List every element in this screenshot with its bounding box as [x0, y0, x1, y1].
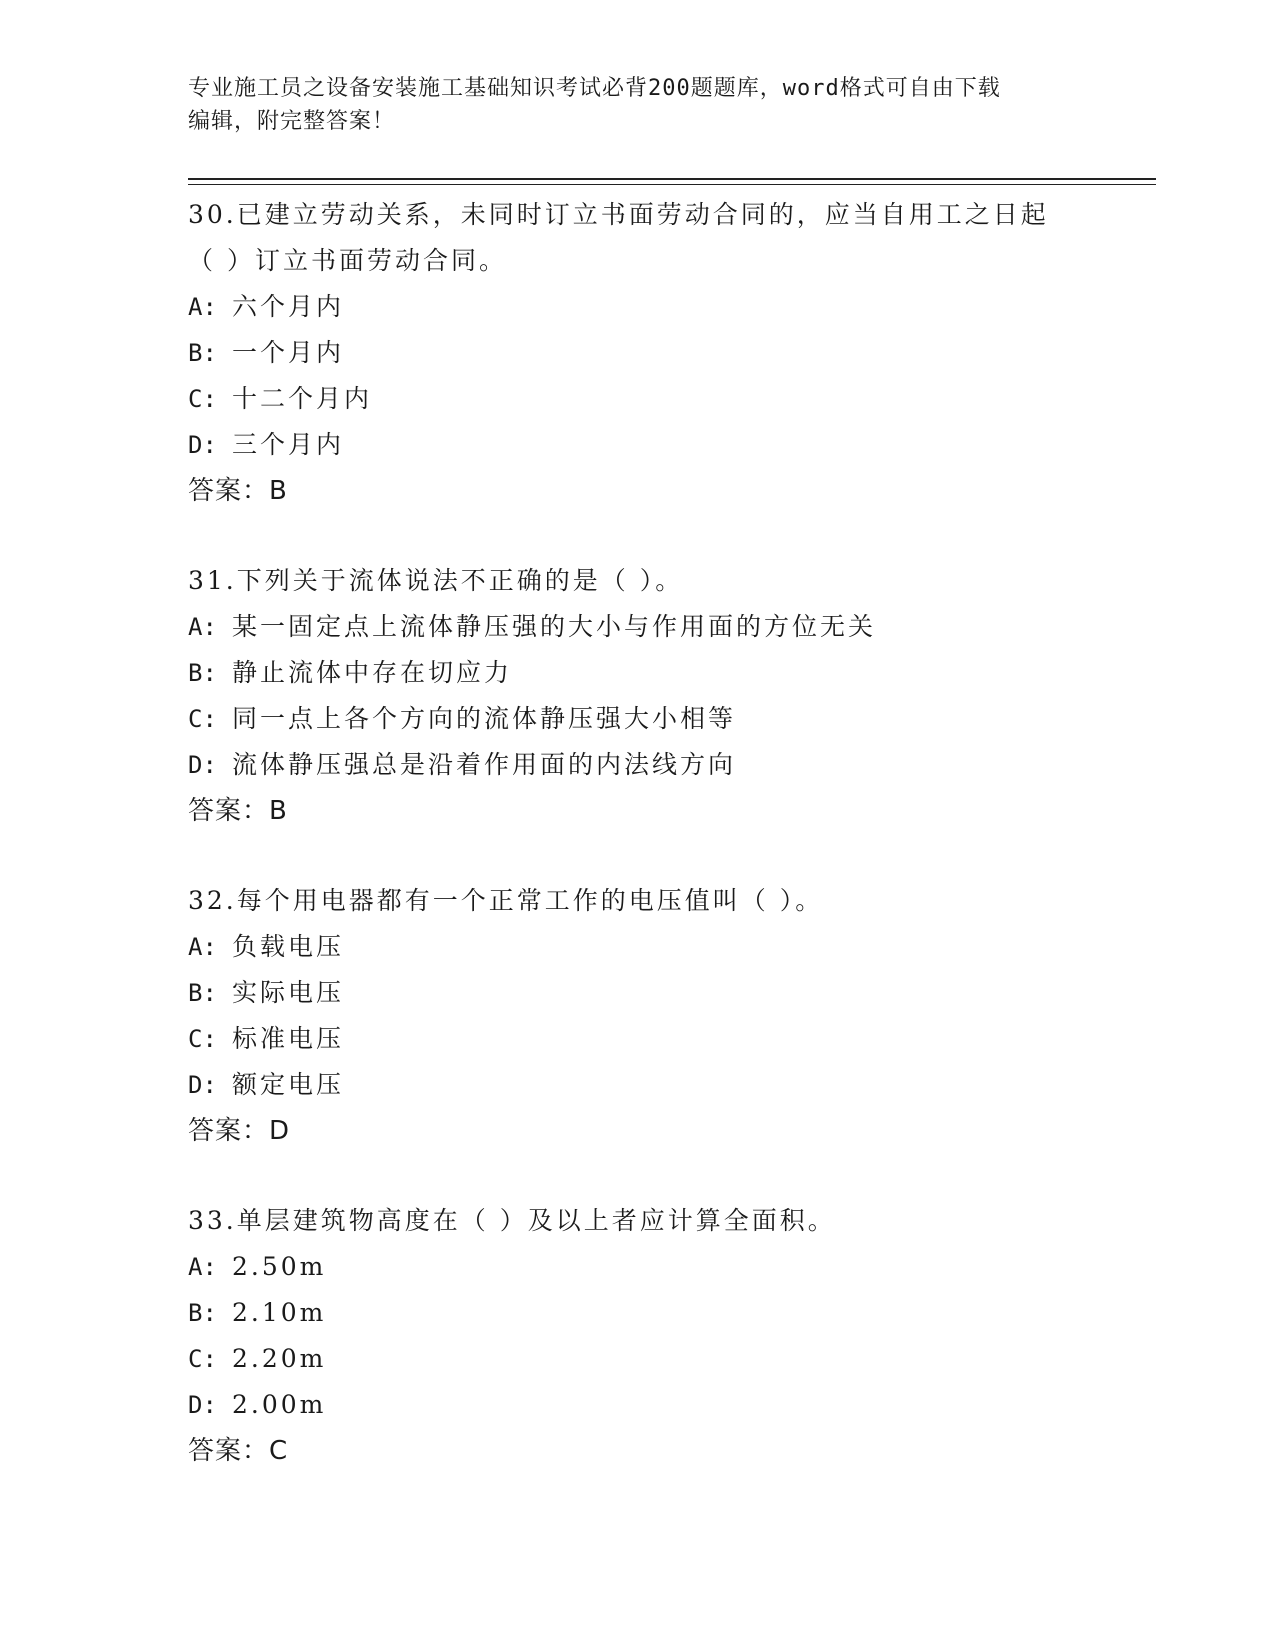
option-text: 实际电压 [232, 978, 345, 1007]
question-32 [188, 878, 1088, 1154]
option-text: 十二个月内 [232, 384, 373, 413]
answer-line: 答案：D [188, 1116, 291, 1146]
option-text: 流体静压强总是沿着作用面的内法线方向 [232, 750, 737, 779]
answer-line: 答案：C [188, 1436, 289, 1466]
question-stem-line-1: 33.单层建筑物高度在（ ）及以上者应计算全面积。 [188, 1206, 836, 1235]
question-stem-line-1: 32.每个用电器都有一个正常工作的电压值叫（ ）。 [188, 886, 824, 915]
option-text: 六个月内 [232, 292, 345, 321]
option-label: B: [188, 979, 217, 1007]
option-b [188, 650, 1088, 696]
option-label: B: [188, 659, 217, 687]
question-stem [188, 192, 1088, 284]
option-text: 负载电压 [232, 932, 345, 961]
question-stem-line-1: 31.下列关于流体说法不正确的是（ ）。 [188, 566, 684, 595]
option-c [188, 1016, 1088, 1062]
option-c [188, 696, 1088, 742]
question-stem-line-1: 30.已建立劳动关系，未同时订立书面劳动合同的，应当自用工之日起 [188, 200, 1049, 229]
option-label: A: [188, 293, 217, 321]
option-label: A: [188, 613, 217, 641]
header-line-2: 编辑，附完整答案！ [188, 109, 396, 134]
option-label: D: [188, 1391, 217, 1419]
option-text: 标准电压 [232, 1024, 345, 1053]
option-a [188, 1244, 1088, 1290]
question-spacer [188, 1154, 1088, 1198]
question-stem [188, 878, 1088, 924]
header-rule-thick [188, 178, 1156, 180]
option-text: 静止流体中存在切应力 [232, 658, 513, 687]
option-c [188, 376, 1088, 422]
question-30 [188, 192, 1088, 514]
option-a [188, 284, 1088, 330]
option-text: 某一固定点上流体静压强的大小与作用面的方位无关 [232, 612, 877, 641]
option-label: C: [188, 1025, 217, 1053]
option-label: C: [188, 1345, 217, 1373]
option-label: C: [188, 385, 217, 413]
option-label: D: [188, 751, 217, 779]
header-rule-thin [188, 184, 1156, 185]
document-header [188, 72, 1068, 138]
option-c [188, 1336, 1088, 1382]
option-text: 2.10m [232, 1298, 327, 1327]
option-d [188, 422, 1088, 468]
header-line-1: 专业施工员之设备安装施工基础知识考试必背200题题库，word格式可自由下载 [188, 76, 1001, 101]
option-label: D: [188, 1071, 217, 1099]
option-b [188, 970, 1088, 1016]
option-text: 额定电压 [232, 1070, 345, 1099]
question-spacer [188, 834, 1088, 878]
answer-line: 答案：B [188, 476, 288, 506]
option-label: D: [188, 431, 217, 459]
option-a [188, 924, 1088, 970]
option-label: A: [188, 933, 217, 961]
question-stem [188, 558, 1088, 604]
option-label: B: [188, 1299, 217, 1327]
option-b [188, 1290, 1088, 1336]
option-d [188, 742, 1088, 788]
answer-line: 答案：B [188, 796, 288, 826]
option-text: 2.50m [232, 1252, 327, 1281]
question-stem [188, 1198, 1088, 1244]
question-list [188, 192, 1088, 1474]
option-text: 一个月内 [232, 338, 345, 367]
question-spacer [188, 514, 1088, 558]
option-label: A: [188, 1253, 217, 1281]
question-stem-line-2: （ ）订立书面劳动合同。 [188, 246, 507, 275]
question-31 [188, 558, 1088, 834]
option-text: 三个月内 [232, 430, 345, 459]
option-text: 同一点上各个方向的流体静压强大小相等 [232, 704, 737, 733]
option-label: C: [188, 705, 217, 733]
option-label: B: [188, 339, 217, 367]
question-33 [188, 1198, 1088, 1474]
option-b [188, 330, 1088, 376]
option-text: 2.00m [232, 1390, 327, 1419]
option-d [188, 1382, 1088, 1428]
option-d [188, 1062, 1088, 1108]
option-text: 2.20m [232, 1344, 327, 1373]
option-a [188, 604, 1088, 650]
